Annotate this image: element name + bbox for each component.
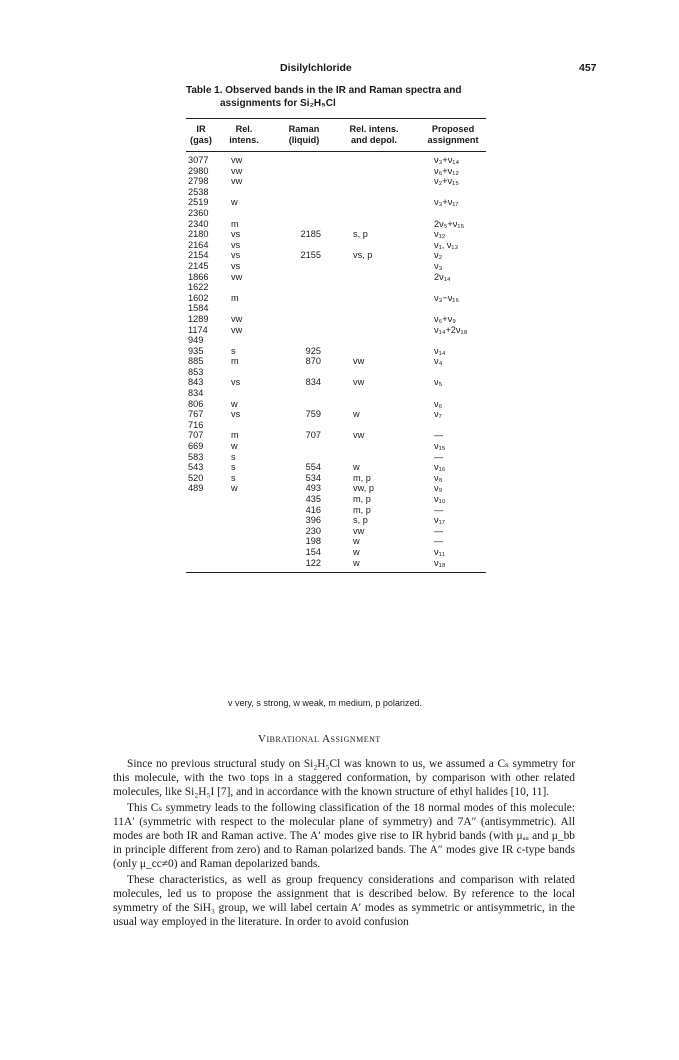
table-row (186, 261, 486, 272)
assignment-cell: ν₃+ν₁₇ (434, 197, 459, 208)
table-body (186, 152, 486, 572)
assignment-cell: ν₂ (434, 250, 443, 261)
col-header-ir (186, 124, 216, 146)
raman-intens-cell: s, p (353, 515, 368, 526)
raman-cell: 198 (305, 536, 321, 547)
rel-intens-cell: vw (231, 155, 243, 165)
caption-line-1: Table 1. Observed bands in the IR and Raman spectra and (186, 85, 462, 96)
assignment-cell: — (434, 504, 444, 515)
rel-intens-cell: vs (231, 229, 241, 240)
col-header-rel-intens-line1: Rel. intens. (349, 124, 399, 134)
table-row (186, 335, 486, 346)
ir-cell: 583 (188, 451, 204, 462)
raman-intens-cell: vw, p (353, 483, 374, 494)
ir-cell: 2180 (188, 229, 209, 240)
table-bottom-rule (186, 572, 486, 573)
col-header-assignment-line2: assignment (427, 135, 479, 145)
table-row (186, 377, 486, 388)
raman-cell: 2185 (300, 229, 321, 240)
running-header (0, 62, 679, 78)
rel-intens-cell: s (231, 451, 236, 462)
ir-cell: 885 (188, 356, 204, 367)
ir-cell: 2538 (188, 186, 209, 197)
assignment-cell: ν₁₂ (434, 229, 446, 240)
assignment-cell: ν₁, ν₁₃ (434, 239, 459, 250)
ir-cell: 1174 (188, 324, 208, 335)
raman-intens-cell: s, p (353, 229, 368, 240)
rel-intens-cell: m (231, 430, 239, 441)
assignment-cell: ν₄ (434, 356, 443, 367)
table-row (186, 325, 486, 336)
ir-cell: 2145 (188, 260, 209, 271)
body-text (113, 757, 575, 930)
raman-intens-cell: vw (353, 356, 365, 367)
assignment-cell: ν₆+ν₉ (434, 313, 456, 324)
col-header-ir-line2: (gas) (190, 135, 212, 145)
raman-cell: 554 (305, 462, 321, 473)
table-row (186, 483, 486, 494)
col-header-assignment-line1: Proposed (431, 124, 475, 134)
assignment-cell: ν₁₀ (434, 494, 446, 504)
table-header (186, 119, 486, 151)
assignment-cell: 2ν₁₄ (434, 271, 451, 282)
rel-intens-cell: s (231, 462, 236, 473)
raman-cell: 834 (305, 377, 321, 388)
ir-cell: 767 (188, 409, 204, 420)
table-row (186, 155, 486, 166)
rel-intens-cell: m (231, 356, 239, 367)
raman-intens-cell: w (353, 462, 360, 473)
caption-line-2: assignments for Si₂H₅Cl (220, 98, 336, 109)
raman-intens-cell: m, p (353, 504, 371, 515)
ir-cell: 2360 (188, 207, 209, 218)
raman-cell: 870 (305, 356, 321, 367)
assignment-cell: ν₆ (434, 398, 443, 409)
assignment-cell: ν₁₇ (434, 515, 445, 526)
table-row (186, 430, 486, 441)
ir-cell: 1584 (188, 303, 209, 314)
ir-cell: 1622 (188, 282, 209, 293)
assignment-cell: ν₇ (434, 409, 442, 420)
assignment-cell: ν₁₅ (434, 441, 446, 452)
table-row (186, 314, 486, 325)
table-row (186, 356, 486, 367)
assignment-cell: ν₉ (434, 483, 443, 494)
rel-intens-cell: vs (231, 260, 241, 271)
table-row (186, 494, 486, 505)
table-row (186, 473, 486, 484)
table-row (186, 462, 486, 473)
raman-cell: 230 (305, 525, 321, 536)
raman-intens-cell: m, p (353, 472, 371, 483)
table-row (186, 166, 486, 177)
ir-cell: 2164 (188, 239, 209, 250)
rel-intens-cell: vw (231, 271, 243, 282)
ir-cell: 843 (188, 377, 204, 388)
rel-intens-cell: vs (231, 239, 241, 250)
raman-cell: 154 (305, 546, 321, 557)
ir-cell: 1289 (188, 313, 209, 324)
rel-intens-cell: vw (231, 313, 243, 324)
raman-intens-cell: vw (353, 525, 365, 536)
rel-intens-cell: w (231, 197, 238, 208)
col-header-raman-line2: (liquid) (288, 135, 320, 145)
table-row (186, 293, 486, 304)
paragraph: These characteristics, as well as group frequency considerations and comparison with related molecules, led us to propose the assignment that is described below. By reference to the local symmetry of the SiH₃ group, we will label certain A′ modes as symmetric or antisymmetric, in the usual way employed in the literature. In order to avoid confusion (113, 873, 575, 929)
rel-intens-cell: m (231, 292, 239, 303)
raman-intens-cell: vw (353, 430, 365, 441)
ir-cell: 853 (188, 366, 204, 377)
col-header-rel-line2: intens. (229, 135, 259, 145)
assignment-cell: — (434, 536, 444, 547)
raman-intens-cell: vw (353, 377, 365, 388)
assignment-cell: ν₁₆ (434, 462, 446, 473)
table-row (186, 176, 486, 187)
raman-intens-cell: w (353, 536, 360, 547)
raman-intens-cell: w (353, 409, 360, 420)
col-header-rel-intens (338, 124, 410, 146)
ir-cell: 2340 (188, 218, 209, 229)
table-row (186, 547, 486, 558)
table-row (186, 420, 486, 431)
assignment-cell: ν₃−ν₁₆ (434, 292, 460, 303)
assignment-cell: ν₁₄+2ν₁₈ (434, 324, 468, 335)
col-header-rel-line1: Rel. (235, 124, 253, 134)
rel-intens-cell: vw (231, 324, 243, 335)
table-row (186, 229, 486, 240)
table-row (186, 441, 486, 452)
ir-cell: 2980 (188, 165, 209, 176)
assignment-cell: — (434, 430, 444, 441)
ir-cell: 949 (188, 335, 204, 346)
table-row (186, 536, 486, 547)
assignment-cell: ν₃+ν₁₄ (434, 155, 460, 165)
rel-intens-cell: vw (231, 176, 243, 187)
ir-cell: 707 (188, 430, 204, 441)
raman-intens-cell: m, p (353, 494, 371, 504)
table-row (186, 219, 486, 230)
table-row (186, 526, 486, 537)
table-row (186, 346, 486, 357)
ir-cell: 2798 (188, 176, 209, 187)
raman-cell: 493 (305, 483, 321, 494)
table-row (186, 505, 486, 516)
ir-cell: 2519 (188, 197, 209, 208)
rel-intens-cell: m (231, 218, 239, 229)
table-row (186, 515, 486, 526)
rel-intens-cell: w (231, 398, 238, 409)
assignment-cell: ν₆+ν₁₂ (434, 165, 459, 176)
assignment-cell: ν₁₁ (434, 546, 445, 557)
assignment-cell: — (434, 451, 444, 462)
col-header-rel (224, 124, 264, 146)
raman-cell: 925 (305, 345, 321, 356)
page-number: 457 (579, 62, 597, 74)
table-row (186, 208, 486, 219)
raman-cell: 416 (305, 504, 321, 515)
rel-intens-cell: vs (231, 409, 241, 420)
table-footnote: v very, s strong, w weak, m medium, p polarized. (228, 698, 422, 708)
assignment-cell: ν₂+ν₁₅ (434, 176, 459, 187)
rel-intens-cell: vw (231, 165, 243, 176)
table-row (186, 558, 486, 569)
col-header-raman (278, 124, 330, 146)
raman-intens-cell: vs, p (353, 250, 373, 261)
ir-cell: 806 (188, 398, 204, 409)
assignment-cell: 2ν₅+ν₁₅ (434, 218, 465, 229)
col-header-rel-intens-line2: and depol. (351, 135, 397, 145)
spectra-table (186, 118, 486, 573)
rel-intens-cell: vs (231, 250, 241, 261)
raman-cell: 396 (305, 515, 321, 526)
rel-intens-cell: w (231, 483, 238, 494)
table-row (186, 282, 486, 293)
table-row (186, 272, 486, 283)
paragraph: This Cₛ symmetry leads to the following classification of the 18 normal modes of this molecule: 11A′ (symmetric with respect to the molecular plane of symmetry) and 7A″ (antisymmetric). All modes are both IR and Raman active. The A′ modes give rise to IR hybrid bands (with μₐₐ and μ_bb in principle different from zero) and to Raman polarized bands. The A″ modes give IR c-type bands (only μ_cc≠0) and Raman depolarized bands. (113, 801, 575, 871)
table-row (186, 399, 486, 410)
table-row (186, 250, 486, 261)
raman-cell: 2155 (300, 250, 321, 261)
table-row (186, 388, 486, 399)
assignment-cell: ν₁₄ (434, 345, 446, 356)
rel-intens-cell: s (231, 345, 236, 356)
raman-intens-cell: w (353, 546, 360, 557)
table-row (186, 303, 486, 314)
table-row (186, 452, 486, 463)
assignment-cell: — (434, 525, 444, 536)
ir-cell: 520 (188, 472, 204, 483)
assignment-cell: ν₃ (434, 260, 443, 271)
section-heading: Vibrational Assignment (258, 733, 381, 745)
ir-cell: 489 (188, 483, 204, 494)
ir-cell: 1602 (188, 292, 209, 303)
assignment-cell: ν₈ (434, 472, 443, 483)
assignment-cell: ν₁₈ (434, 557, 446, 568)
raman-intens-cell: w (353, 557, 360, 568)
raman-cell: 707 (305, 430, 321, 441)
ir-cell: 2154 (188, 250, 209, 261)
table-row (186, 367, 486, 378)
assignment-cell: ν₅ (434, 377, 443, 388)
table-row (186, 240, 486, 251)
rel-intens-cell: w (231, 441, 238, 452)
raman-cell: 435 (305, 494, 321, 504)
ir-cell: 543 (188, 462, 204, 473)
raman-cell: 122 (305, 557, 321, 568)
table-row (186, 197, 486, 208)
ir-cell: 834 (188, 388, 204, 399)
col-header-assignment (420, 124, 486, 146)
ir-cell: 1866 (188, 271, 209, 282)
ir-cell: 3077 (188, 155, 209, 165)
ir-cell: 669 (188, 441, 204, 452)
col-header-raman-line1: Raman (288, 124, 320, 134)
raman-cell: 534 (305, 472, 321, 483)
raman-cell: 759 (305, 409, 321, 420)
col-header-ir-line1: IR (196, 124, 206, 134)
paragraph: Since no previous structural study on Si₂H₅Cl was known to us, we assumed a Cₛ symmetry for this molecule, with the two tops in a staggered conformation, by comparison with other related molecules, like Si₂H₅I [7], and in accordance with the known structure of ethyl halides [10, 11]. (113, 758, 575, 799)
table-row (186, 409, 486, 420)
rel-intens-cell: vs (231, 377, 241, 388)
table-row (186, 187, 486, 198)
running-title: Disilylchloride (280, 62, 352, 74)
rel-intens-cell: s (231, 472, 236, 483)
ir-cell: 716 (188, 419, 204, 430)
table-caption (186, 84, 492, 110)
ir-cell: 935 (188, 345, 204, 356)
